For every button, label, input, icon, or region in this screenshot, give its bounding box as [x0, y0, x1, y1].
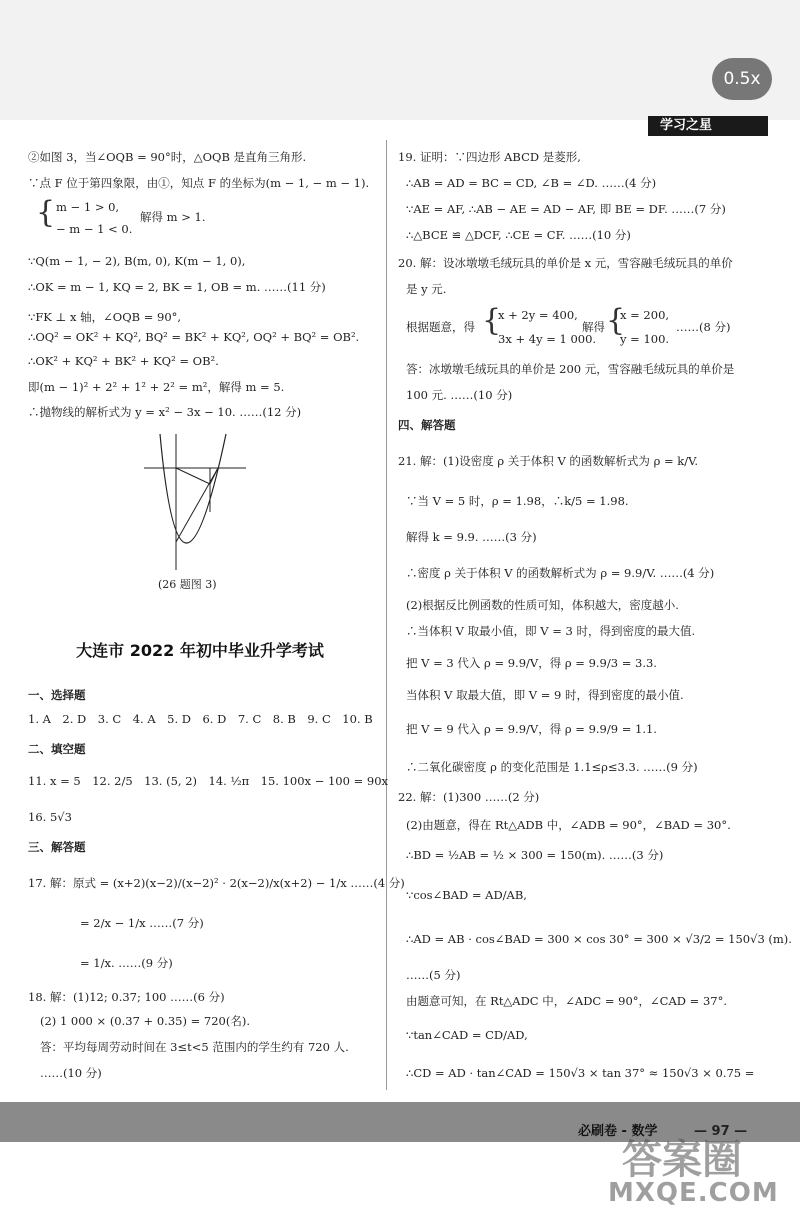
text-line: ∵当 V = 5 时，ρ = 1.98，∴k/5 = 1.98.	[406, 494, 629, 508]
text-line: ……(5 分)	[406, 968, 461, 982]
viewer-top-bar	[0, 0, 800, 120]
text-line: (2)由题意，得在 Rt△ADB 中，∠ADB = 90°，∠BAD = 30°.	[406, 818, 731, 832]
text-line: ∵cos∠BAD = AD/AB,	[406, 888, 527, 902]
watermark-logo: 答案圈	[622, 1137, 742, 1183]
text-line: 解得 k = 9.9. ……(3 分)	[406, 530, 537, 544]
text-line: m − 1 > 0,	[56, 200, 120, 214]
text-line: ∴当体积 V 取最小值，即 V = 3 时，得到密度的最大值.	[406, 624, 696, 638]
text-line: 100 元. ……(10 分)	[406, 388, 513, 402]
parabola-curve	[160, 434, 226, 543]
text-line: ∴AD = AB · cos∠BAD = 300 × cos 30° = 300 × √3/2 = 150√3 (m).	[406, 932, 792, 946]
text-line: ∵FK ⊥ x 轴，∠OQB = 90°,	[28, 310, 182, 324]
text-line: 把 V = 9 代入 ρ = 9.9/V，得 ρ = 9.9/9 = 1.1.	[406, 722, 657, 736]
system-brace: {	[36, 195, 56, 230]
text-line: 21. 解：(1)设密度 ρ 关于体积 V 的函数解析式为 ρ = k/V.	[398, 454, 699, 468]
brand-label: 学习之星	[660, 118, 713, 133]
text-line: (2) 1 000 × (0.37 + 0.35) = 720(名).	[40, 1014, 250, 1028]
text-line: ∴OQ² = OK² + KQ², BQ² = BK² + KQ², OQ² + BQ² = OB².	[28, 330, 360, 344]
text-line: = 1/x. ……(9 分)	[80, 956, 173, 970]
section-heading: 四、解答题	[398, 418, 456, 432]
page-number: — 97 —	[694, 1124, 748, 1139]
figure-caption: (26 题图 3)	[158, 578, 217, 591]
text-line: 把 V = 3 代入 ρ = 9.9/V，得 ρ = 9.9/3 = 3.3.	[406, 656, 657, 670]
text-line: 18. 解：(1)12; 0.37; 100 ……(6 分)	[28, 990, 225, 1004]
section-heading: 一、选择题	[28, 688, 86, 702]
text-line: y = 100.	[620, 332, 670, 346]
text-line: 16. 5√3	[28, 810, 72, 824]
text-line: 22. 解：(1)300 ……(2 分)	[398, 790, 540, 804]
text-line: 是 y 元.	[406, 282, 447, 296]
text-line: − m − 1 < 0.	[56, 222, 133, 236]
text-line: 解得 m > 1.	[140, 210, 206, 224]
text-line: 3x + 4y = 1 000.	[498, 332, 597, 346]
text-line: ∵tan∠CAD = CD/AD,	[406, 1028, 528, 1042]
text-line: ……(10 分)	[40, 1066, 102, 1080]
text-line: 由题意可知，在 Rt△ADC 中，∠ADC = 90°，∠CAD = 37°.	[406, 994, 727, 1008]
text-line: ∴密度 ρ 关于体积 V 的函数解析式为 ρ = 9.9/V. ……(4 分)	[406, 566, 715, 580]
text-line: ∴OK = m − 1, KQ = 2, BK = 1, OB = m. ……(11 分)	[28, 280, 326, 294]
text-line: ∴AB = AD = BC = CD, ∠B = ∠D. ……(4 分)	[406, 176, 657, 190]
system-brace: {	[606, 303, 626, 338]
text-line: 当体积 V 取最大值，即 V = 9 时，得到密度的最小值.	[406, 688, 684, 702]
text-line: x = 200,	[620, 308, 670, 322]
text-line: 根据题意，得	[406, 320, 475, 334]
text-line: 1. A 2. D 3. C 4. A 5. D 6. D 7. C 8. B 9. C 10. B	[28, 712, 373, 726]
text-line: 解得	[582, 320, 605, 334]
text-line: = 2/x − 1/x ……(7 分)	[80, 916, 204, 930]
text-line: ∴抛物线的解析式为 y = x² − 3x − 10. ……(12 分)	[28, 405, 302, 419]
watermark-url: MXQE.COM	[608, 1178, 779, 1208]
text-line: 即(m − 1)² + 2² + 1² + 2² = m²，解得 m = 5.	[28, 380, 285, 394]
text-line: (2)根据反比例函数的性质可知，体积越大，密度越小.	[406, 598, 679, 612]
text-line: 19. 证明：∵四边形 ABCD 是菱形,	[398, 150, 581, 164]
column-divider	[386, 140, 387, 1090]
text-line: ∴OK² + KQ² + BK² + KQ² = OB².	[28, 354, 219, 368]
section-heading: 二、填空题	[28, 742, 86, 756]
text-line: 20. 解：设冰墩墩毛绒玩具的单价是 x 元，雪容融毛绒玩具的单价	[398, 256, 733, 270]
playback-speed-button[interactable]: 0.5x	[712, 58, 772, 100]
book-label: 必刷卷 - 数学	[578, 1124, 658, 1139]
text-line: 答：平均每周劳动时间在 3≤t<5 范围内的学生约有 720 人.	[40, 1040, 349, 1054]
text-line: 11. x = 5 12. 2/5 13. (5, 2) 14. ½π 15. 100x − 100 = 90x	[28, 774, 388, 788]
text-line: 答：冰墩墩毛绒玩具的单价是 200 元，雪容融毛绒玩具的单价是	[406, 362, 735, 376]
text-line: ……(8 分)	[676, 320, 731, 334]
text-line: ∵AE = AF, ∴AB − AE = AD − AF, 即 BE = DF. ……(7 分)	[406, 202, 726, 216]
text-line: ∵点 F 位于第四象限，由①，知点 F 的坐标为(m − 1, − m − 1).	[28, 176, 370, 190]
text-line: x + 2y = 400,	[498, 308, 578, 322]
text-line: ∵Q(m − 1, − 2), B(m, 0), K(m − 1, 0),	[28, 254, 246, 268]
parabola-figure	[140, 432, 250, 572]
text-line: ∴二氧化碳密度 ρ 的变化范围是 1.1≤ρ≤3.3. ……(9 分)	[406, 760, 698, 774]
exam-title: 大连市 2022 年初中毕业升学考试	[76, 641, 324, 660]
text-line: ∴CD = AD · tan∠CAD = 150√3 × tan 37° ≈ 150√3 × 0.75 =	[406, 1066, 755, 1080]
section-heading: 三、解答题	[28, 840, 86, 854]
system-brace: {	[482, 303, 502, 338]
segment-oq	[176, 468, 210, 484]
segment-cb	[176, 468, 218, 542]
text-line: 17. 解：原式 = (x+2)(x−2)/(x−2)² · 2(x−2)/x(x+2) − 1/x ……(4 分)	[28, 876, 405, 890]
text-line: ②如图 3，当∠OQB = 90°时，△OQB 是直角三角形.	[28, 150, 307, 164]
text-line: ∴△BCE ≌ △DCF, ∴CE = CF. ……(10 分)	[406, 228, 631, 242]
text-line: ∴BD = ½AB = ½ × 300 = 150(m). ……(3 分)	[406, 848, 664, 862]
